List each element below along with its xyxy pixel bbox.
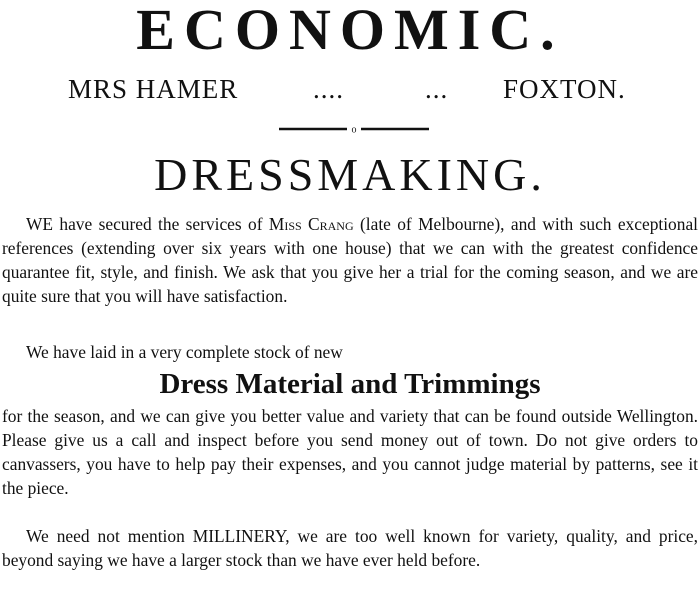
proprietor-name: MRS HAMER xyxy=(68,74,239,104)
leader-dots-left: .... xyxy=(313,74,344,104)
section-heading-dressmaking: DRESSMAKING. xyxy=(154,149,546,200)
leader-dots-right: ... xyxy=(425,74,449,104)
para1-after: (late of Melbourne), and with such exceptional references (extending over six years with one house) that we can with the greatest confidence quarantee fit, style, and finish. We ask that you give her a trial for the coming season, and we are quite sure that you will have satisfaction. xyxy=(2,214,698,306)
ad-title: ECONOMIC. xyxy=(136,0,564,62)
proprietor-line xyxy=(0,72,700,106)
paragraph-stock: We have laid in a very complete stock of new xyxy=(26,342,343,362)
divider-mark: o xyxy=(351,125,357,133)
paragraph-services xyxy=(2,212,698,308)
ornamental-divider xyxy=(279,125,429,133)
paragraph-value: for the season, and we can give you better value and variety that can be found outside Wellington. Please give us a call and inspect before you send money out of town. Do not give orders to canvassers, you have to help pay their expenses, and you cannot judge material by patterns, see it the piece. xyxy=(2,406,698,498)
town-name: FOXTON. xyxy=(503,74,626,104)
paragraph-millinery: We need not mention MILLINERY, we are too well known for variety, quality, and price, beyond saying we have a larger stock than we have ever held before. xyxy=(2,526,698,570)
person-name: Miss Crang xyxy=(268,214,354,234)
section-heading-dress-material: Dress Material and Trimmings xyxy=(159,368,541,400)
para1-before: WE have secured the services of xyxy=(26,214,269,234)
